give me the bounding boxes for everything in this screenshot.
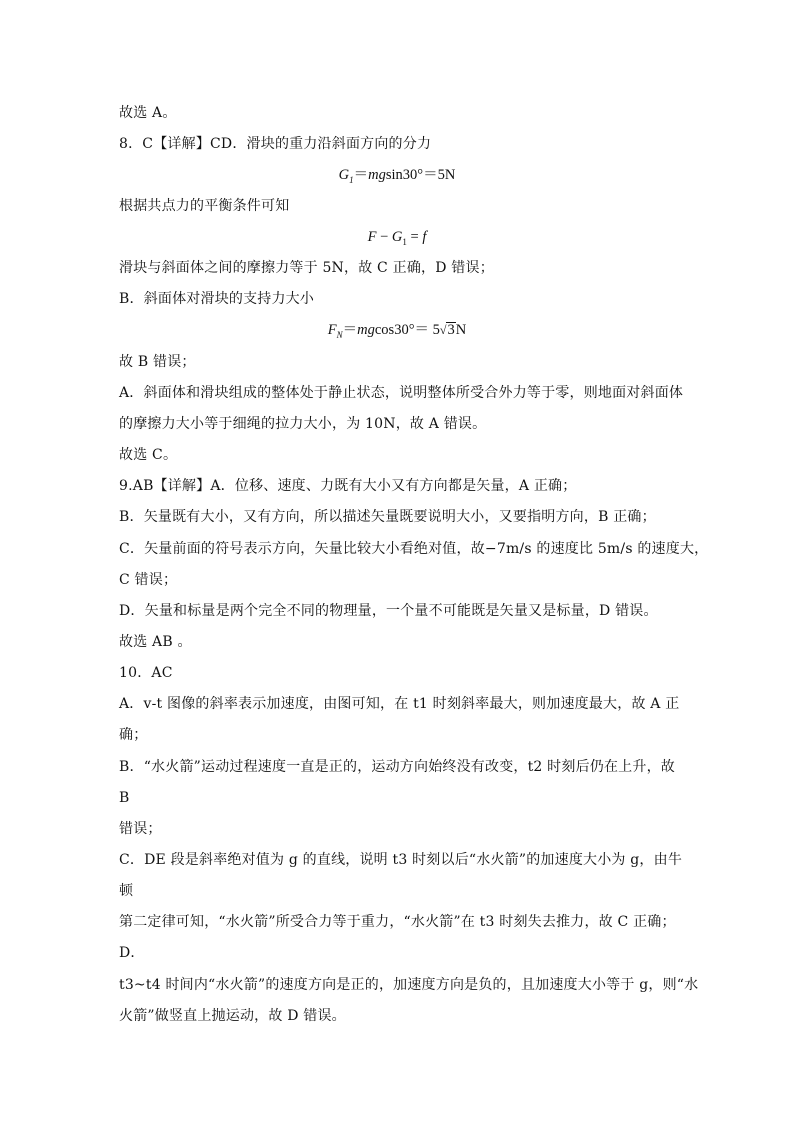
text-line: B．“水火箭”运动过程速度一直是正的，运动方向始终没有改变，t2 时刻后仍在上升，故 — [119, 759, 675, 775]
text-line: 故 B 错误； — [119, 354, 196, 370]
text-line: D． — [119, 945, 145, 961]
text-line: 第二定律可知，“水火箭”所受合力等于重力，“水火箭”在 t3 时刻失去推力，故 C 正确； — [119, 914, 676, 930]
text-line: D．矢量和标量是两个完全不同的物理量，一个量不可能既是矢量又是标量，D 错误。 — [119, 603, 658, 619]
text-line: 故选 AB 。 — [119, 634, 192, 650]
text-line: 根据共点力的平衡条件可知 — [119, 198, 290, 214]
text-line: 8．C【详解】CD．滑块的重力沿斜面方向的分力 — [119, 136, 432, 152]
text-line: 故选 C。 — [119, 447, 178, 463]
text-line: C．DE 段是斜率绝对值为 g 的直线，说明 t3 时刻以后“水火箭”的加速度大小为 g，由牛 — [119, 852, 683, 868]
text-line: 10．AC — [119, 665, 173, 681]
text-line: A．斜面体和滑块组成的整体处于静止状态，说明整体所受合外力等于零，则地面对斜面体 — [119, 385, 684, 401]
formula-support-force: $F_N=mgcos30^\circ= 5√3N$ — [327, 322, 467, 340]
text-line: B．斜面体对滑块的支持力大小 — [119, 291, 315, 307]
text-line: B．矢量既有大小，又有方向，所以描述矢量既要说明大小，又要指明方向，B 正确； — [119, 509, 656, 525]
text-line: 顿 — [119, 883, 134, 899]
text-line: A．v-t 图像的斜率表示加速度，由图可知，在 t1 时刻斜率最大，则加速度最大，故 A 正 — [119, 696, 680, 712]
text-line: 的摩擦力大小等于细绳的拉力大小，为 10N，故 A 错误。 — [119, 416, 487, 432]
text-line: B — [119, 790, 130, 806]
text-line: 滑块与斜面体之间的摩擦力等于 5N，故 C 正确，D 错误； — [119, 260, 494, 276]
text-line: t3~t4 时间内“水火箭”的速度方向是正的，加速度方向是负的，且加速度大小等于 g，则“水 — [119, 977, 699, 993]
text-line: 故选 A。 — [119, 105, 177, 121]
text-line: C 错误； — [119, 572, 178, 588]
text-line: 火箭”做竖直上抛运动，故 D 错误。 — [119, 1008, 346, 1024]
formula-gravity-component: $G_1=mgsin30^\circ=5N$ — [338, 167, 456, 185]
text-line: 9.AB【详解】A．位移、速度、力既有大小又有方向都是矢量，A 正确； — [119, 478, 577, 494]
text-line: 确； — [119, 727, 148, 743]
formula-equilibrium: $F - G_1 = f$ — [367, 229, 427, 247]
text-line: C．矢量前面的符号表示方向，矢量比较大小看绝对值，故−7m/s 的速度比 5m/s 的速度大， — [119, 541, 709, 557]
text-line: 错误； — [119, 821, 162, 837]
